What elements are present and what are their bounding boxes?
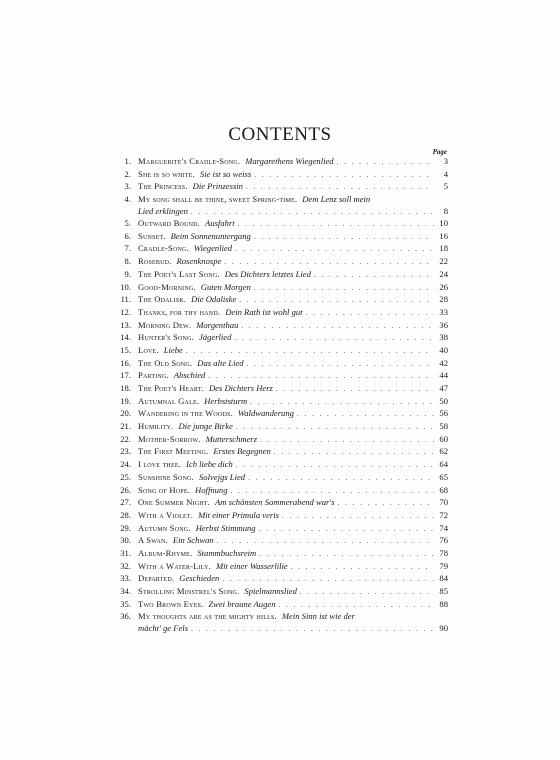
entry-number: 8. bbox=[124, 256, 131, 267]
toc-entry bbox=[114, 445, 448, 458]
english-title: The First Meeting. bbox=[138, 446, 209, 457]
german-title: Ein Schwan bbox=[172, 535, 214, 546]
english-title: With a Water-Lily. bbox=[138, 560, 211, 571]
toc-entry bbox=[114, 180, 448, 193]
toc-entry bbox=[114, 560, 448, 573]
page-number: 33 bbox=[439, 306, 448, 317]
english-title: Sunshine Song. bbox=[138, 471, 194, 482]
page-number: 22 bbox=[439, 256, 448, 267]
page-number: 62 bbox=[439, 446, 448, 457]
toc-entry bbox=[114, 306, 448, 319]
page-number: 26 bbox=[439, 281, 448, 292]
entry-number: 35. bbox=[120, 598, 131, 609]
english-title: Song of Hope. bbox=[138, 484, 191, 495]
entry-number: 27. bbox=[120, 497, 131, 508]
german-title: Guten Morgen bbox=[200, 281, 251, 292]
page-number: 88 bbox=[439, 598, 448, 609]
page-number: 60 bbox=[439, 433, 448, 444]
toc-entry bbox=[114, 407, 448, 420]
german-title: Sie ist so weiss bbox=[199, 168, 252, 179]
english-title: One Summer Night. bbox=[138, 497, 211, 508]
entry-number: 7. bbox=[124, 243, 131, 254]
page-number: 64 bbox=[439, 459, 448, 470]
toc-entry bbox=[114, 255, 448, 268]
english-title: The Odalisk. bbox=[138, 294, 187, 305]
english-title: Humility. bbox=[138, 421, 174, 432]
page-number: 44 bbox=[439, 370, 448, 381]
english-title: She is so white. bbox=[138, 168, 195, 179]
english-title: Two Brown Eyes. bbox=[138, 598, 204, 609]
entry-number: 15. bbox=[120, 344, 131, 355]
german-title: Erstes Begegnen bbox=[213, 446, 271, 457]
toc-entry bbox=[114, 369, 448, 382]
page-column-heading: Page bbox=[432, 148, 447, 156]
toc-entry bbox=[114, 496, 448, 509]
english-title: Parting. bbox=[138, 370, 169, 381]
german-title: Liebe bbox=[163, 344, 183, 355]
english-title: The Princess. bbox=[138, 181, 188, 192]
entry-number: 26. bbox=[120, 484, 131, 495]
german-title: Die Prinzessin bbox=[192, 181, 243, 192]
toc-entry bbox=[114, 471, 448, 484]
english-title: The Old Song. bbox=[138, 357, 193, 368]
german-title: Ausfahrt bbox=[205, 218, 235, 229]
entry-number: 22. bbox=[120, 433, 131, 444]
german-title: Herbst Stimmung bbox=[195, 522, 256, 533]
toc-entry bbox=[114, 484, 448, 497]
page-number: 10 bbox=[439, 218, 448, 229]
toc-entry bbox=[114, 382, 448, 395]
english-title: I love thee. bbox=[138, 459, 182, 470]
entry-number: 24. bbox=[120, 459, 131, 470]
page-number: 90 bbox=[439, 623, 448, 634]
english-title: Marguerite's Cradle-Song. bbox=[138, 156, 241, 166]
german-title: Am schönsten Sommerabend war's bbox=[215, 497, 335, 508]
english-title: Thanks, for thy hand. bbox=[138, 306, 221, 317]
toc-entry bbox=[114, 433, 448, 446]
contents-list bbox=[114, 155, 448, 634]
german-title: Des Dichters Herz bbox=[208, 383, 273, 393]
page-number: 78 bbox=[439, 547, 448, 558]
toc-entry bbox=[114, 268, 448, 281]
german-title: Solvejgs Lied bbox=[199, 471, 246, 482]
page-number: 4 bbox=[443, 168, 448, 179]
toc-entry bbox=[114, 534, 448, 547]
page-number: 28 bbox=[439, 294, 448, 305]
german-title: Jägerlied bbox=[198, 332, 232, 343]
german-title: Das alte Lied bbox=[197, 357, 244, 368]
entry-number: 23. bbox=[120, 446, 131, 457]
english-title: Mother-Sorrow. bbox=[138, 433, 201, 444]
entry-number: 3. bbox=[124, 181, 131, 192]
page-number: 3 bbox=[443, 156, 448, 166]
entry-number: 5. bbox=[124, 218, 131, 229]
english-title: Love. bbox=[138, 344, 159, 355]
page-number: 8 bbox=[443, 206, 448, 217]
page-number: 76 bbox=[439, 535, 448, 546]
english-title: Cradle-Song. bbox=[138, 243, 189, 254]
toc-entry bbox=[114, 395, 448, 408]
english-title: Departed. bbox=[138, 573, 175, 584]
entry-number: 14. bbox=[120, 332, 131, 343]
toc-entry bbox=[114, 458, 448, 471]
entry-number: 16. bbox=[120, 357, 131, 368]
german-title: Ich liebe dich bbox=[186, 459, 233, 470]
english-title: Strolling Minstrel's Song. bbox=[138, 586, 240, 596]
toc-entry bbox=[114, 598, 448, 611]
entry-number: 31. bbox=[120, 547, 131, 558]
entry-number: 9. bbox=[124, 268, 131, 279]
german-title-continued: Lied erklingen bbox=[138, 206, 188, 217]
entry-number: 28. bbox=[120, 509, 131, 520]
german-title: Beim Sonnenuntergang bbox=[170, 230, 251, 241]
page-number: 68 bbox=[439, 484, 448, 495]
toc-entry bbox=[114, 293, 448, 306]
german-title: Morgenthau bbox=[196, 319, 239, 330]
german-title: Abschied bbox=[173, 370, 206, 381]
english-title: Autumnal Gale. bbox=[138, 395, 200, 406]
toc-entry bbox=[114, 331, 448, 344]
page-number: 42 bbox=[439, 357, 448, 368]
page-number: 79 bbox=[439, 560, 448, 571]
german-title: Zwei braune Augen bbox=[208, 598, 276, 609]
toc-entry bbox=[114, 319, 448, 332]
entry-number: 34. bbox=[120, 586, 131, 596]
entry-number: 29. bbox=[120, 522, 131, 533]
german-title: Mit einer Primula veris bbox=[198, 509, 279, 520]
german-title: Dein Rath ist wohl gut bbox=[225, 306, 303, 317]
german-title-continued: mächt' ge Fels bbox=[138, 623, 189, 634]
dot-leader bbox=[191, 623, 434, 636]
german-title: Spielmannslied bbox=[244, 586, 297, 596]
german-title: Mein Sinn ist wie der bbox=[281, 611, 355, 622]
toc-entry bbox=[114, 357, 448, 370]
toc-entry bbox=[114, 281, 448, 294]
german-title: Margarethens Wiegenlied bbox=[245, 156, 334, 166]
english-title: Morning Dew. bbox=[138, 319, 192, 330]
entry-number: 2. bbox=[124, 168, 131, 179]
english-title: Rosebud. bbox=[138, 256, 172, 267]
toc-entry bbox=[114, 344, 448, 357]
entry-number: 6. bbox=[124, 230, 131, 241]
toc-entry bbox=[114, 522, 448, 535]
page-number: 65 bbox=[439, 471, 448, 482]
entry-number: 21. bbox=[120, 421, 131, 432]
page-number: 16 bbox=[439, 230, 448, 241]
page-number: 85 bbox=[439, 586, 448, 596]
english-title: With a Violet. bbox=[138, 509, 194, 520]
toc-entry bbox=[114, 509, 448, 522]
english-title: Outward Bound. bbox=[138, 218, 201, 229]
page-number: 58 bbox=[439, 421, 448, 432]
german-title: Hoffnung bbox=[195, 484, 228, 495]
entry-number: 33. bbox=[120, 573, 131, 584]
english-title: Album-Rhyme. bbox=[138, 547, 193, 558]
page-number: 47 bbox=[439, 383, 448, 393]
page-number: 50 bbox=[439, 395, 448, 406]
toc-entry bbox=[114, 193, 448, 217]
page-number: 72 bbox=[439, 509, 448, 520]
german-title: Mutterschmerz bbox=[205, 433, 258, 444]
entry-number: 1. bbox=[124, 156, 131, 166]
english-title: Autumn Song. bbox=[138, 522, 191, 533]
german-title: Waldwanderung bbox=[237, 408, 294, 419]
german-title: Die Odaliske bbox=[191, 294, 237, 305]
german-title: Des Dichters letztes Lied bbox=[224, 268, 311, 279]
toc-entry bbox=[114, 547, 448, 560]
german-title: Mit einer Wasserlilie bbox=[215, 560, 288, 571]
german-title: Die junge Birke bbox=[178, 421, 233, 432]
entry-number: 20. bbox=[120, 408, 131, 419]
page-number: 38 bbox=[439, 332, 448, 343]
english-title: Sunset. bbox=[138, 230, 166, 241]
page-number: 40 bbox=[439, 344, 448, 355]
entry-number: 10. bbox=[120, 281, 131, 292]
page-number: 18 bbox=[439, 243, 448, 254]
entry-number: 36. bbox=[120, 611, 131, 622]
english-title: The Poet's Last Song. bbox=[138, 268, 220, 279]
german-title: Rosenknospe bbox=[176, 256, 222, 267]
german-title: Stammbuchsreim bbox=[197, 547, 257, 558]
entry-number: 4. bbox=[124, 194, 131, 205]
german-title: Geschieden bbox=[179, 573, 220, 584]
page-number: 36 bbox=[439, 319, 448, 330]
entry-number: 17. bbox=[120, 370, 131, 381]
toc-entry bbox=[114, 168, 448, 181]
toc-entry bbox=[114, 155, 448, 168]
toc-entry bbox=[114, 585, 448, 598]
page-number: 84 bbox=[439, 573, 448, 584]
english-title: My song shall be thine, sweet Spring-time. bbox=[138, 194, 298, 205]
entry-number: 13. bbox=[120, 319, 131, 330]
english-title: Hunter's Song. bbox=[138, 332, 194, 343]
entry-number: 30. bbox=[120, 535, 131, 546]
page-number: 24 bbox=[439, 268, 448, 279]
toc-entry bbox=[114, 610, 448, 634]
page-number: 74 bbox=[439, 522, 448, 533]
entry-number: 25. bbox=[120, 471, 131, 482]
toc-entry bbox=[114, 230, 448, 243]
entry-number: 11. bbox=[120, 294, 131, 305]
entry-number: 19. bbox=[120, 395, 131, 406]
english-title: Good-Morning. bbox=[138, 281, 196, 292]
page-title: CONTENTS bbox=[228, 124, 332, 145]
page-number: 5 bbox=[443, 181, 448, 192]
entry-number: 12. bbox=[120, 306, 131, 317]
toc-entry bbox=[114, 242, 448, 255]
entry-number: 18. bbox=[120, 383, 131, 393]
page-number: 56 bbox=[439, 408, 448, 419]
entry-number: 32. bbox=[120, 560, 131, 571]
english-title: The Poet's Heart. bbox=[138, 383, 204, 393]
german-title: Dem Lenz soll mein bbox=[302, 194, 371, 205]
toc-entry bbox=[114, 420, 448, 433]
toc-entry bbox=[114, 217, 448, 230]
english-title: A Swan. bbox=[138, 535, 168, 546]
english-title: My thoughts are as the mighty hills. bbox=[138, 611, 277, 622]
english-title: Wandering in the Woods. bbox=[138, 408, 233, 419]
page-number: 70 bbox=[439, 497, 448, 508]
toc-entry bbox=[114, 572, 448, 585]
german-title: Herbststurm bbox=[204, 395, 248, 406]
german-title: Wiegenlied bbox=[193, 243, 233, 254]
